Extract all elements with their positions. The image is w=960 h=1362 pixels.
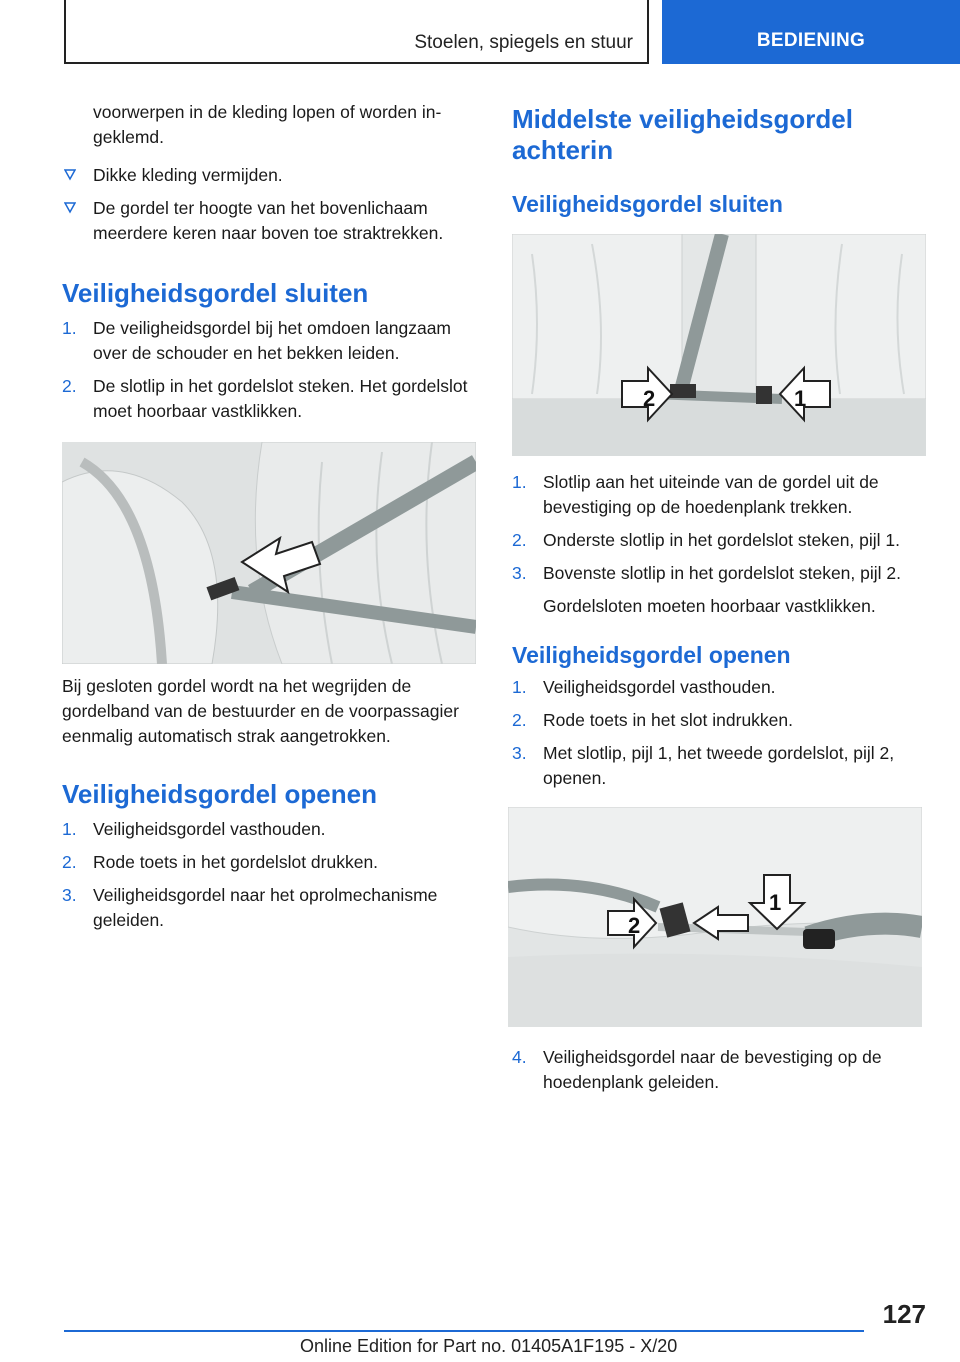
sub-heading: Veiligheidsgordel sluiten <box>512 191 783 217</box>
triangle-bullet-icon <box>64 202 76 214</box>
photo-front-seatbelt <box>62 442 476 664</box>
header-chapter-tab[interactable]: BEDIENING <box>662 0 960 64</box>
step-item <box>512 675 928 700</box>
arrow-label: 2 <box>643 386 656 411</box>
triangle-bullet-icon <box>64 169 76 181</box>
step-number: 3. <box>512 743 527 763</box>
bullet-item <box>62 196 478 246</box>
step-number: 2. <box>62 376 77 396</box>
step-text: Rode toets in het gordelslot drukken. <box>93 852 379 872</box>
continued-text: voorwerpen in de kleding lopen of worden ingeklemd. <box>93 102 442 147</box>
front-seatbelt-illustration <box>62 442 476 664</box>
step-number: 2. <box>512 530 527 550</box>
step-text: De slotlip in het gordelslot steken. Het gordelslot moet hoorbaar vastklikken. <box>93 376 468 421</box>
step-text: Bovenste slotlip in het gordelslot steken, pijl 2. <box>543 563 901 583</box>
body-text: Bij gesloten gordel wordt na het wegrijden de gordelband van de bestuurder en de voorpassagier eenmalig automatisch strak aangetrokken. <box>62 676 459 746</box>
rear-belt-illustration <box>512 234 926 456</box>
sub-heading: Veiligheidsgordel openen <box>512 642 791 668</box>
step-number: 1. <box>512 472 527 492</box>
step-note: Gordelsloten moeten hoorbaar vastklikken. <box>543 596 876 616</box>
bullet-text: Dikke kleding vermijden. <box>93 165 283 185</box>
step-text: Slotlip aan het uiteinde van de gordel uit de bevestiging op de hoedenplank trekken. <box>543 472 879 517</box>
step-item <box>62 374 478 424</box>
step-item <box>62 817 478 842</box>
section-heading: Veiligheidsgordel sluiten <box>62 278 369 308</box>
step-text: Veiligheidsgordel naar de bevestiging op de hoedenplank geleiden. <box>543 1047 882 1092</box>
main-heading: Middelste veiligheidsgordel achterin <box>512 104 853 165</box>
step-text: Veiligheidsgordel vasthouden. <box>93 819 326 839</box>
arrow-label: 2 <box>628 913 641 938</box>
footer-edition: Online Edition for Part no. 01405A1F195 - X/20 <box>300 1336 678 1356</box>
page-number: 127 <box>882 1299 926 1329</box>
photo-rear-center-belt-close <box>512 234 926 456</box>
step-item <box>62 316 478 366</box>
step-text: Met slotlip, pijl 1, het tweede gordelslot, pijl 2, openen. <box>543 743 895 788</box>
step-number: 1. <box>512 677 527 697</box>
section-heading: Veiligheidsgordel openen <box>62 779 377 809</box>
step-number: 3. <box>512 563 527 583</box>
step-text: Onderste slotlip in het gordelslot steken, pijl 1. <box>543 530 900 550</box>
step-item <box>512 741 928 791</box>
step-text: Veiligheidsgordel naar het oprolmechanisme geleiden. <box>93 885 438 930</box>
step-number: 1. <box>62 819 77 839</box>
header-box <box>64 0 649 64</box>
step-item <box>512 528 928 553</box>
step-item <box>512 470 928 520</box>
right-column <box>512 104 928 1095</box>
step-text: Rode toets in het slot indrukken. <box>543 710 794 730</box>
step-number: 2. <box>512 710 527 730</box>
step-item <box>512 561 928 586</box>
step-item <box>62 883 478 933</box>
left-column <box>62 100 478 933</box>
arrow-label: 1 <box>769 890 782 915</box>
step-text: Veiligheidsgordel vasthouden. <box>543 677 776 697</box>
step-number: 2. <box>62 852 77 872</box>
footer-divider <box>64 1330 864 1332</box>
bullet-text: De gordel ter hoogte van het bovenlichaam meerdere keren naar boven toe straktrekken. <box>93 198 444 243</box>
step-text: De veiligheidsgordel bij het omdoen langzaam over de schouder en het bekken leiden. <box>93 318 451 363</box>
arrow-label: 1 <box>794 386 807 411</box>
bullet-item <box>62 163 478 188</box>
step-number: 4. <box>512 1047 527 1067</box>
step-number: 3. <box>62 885 77 905</box>
step-item <box>512 1045 928 1095</box>
rear-belt-open-illustration <box>508 807 922 1027</box>
step-item <box>62 850 478 875</box>
step-item <box>512 708 928 733</box>
step-number: 1. <box>62 318 77 338</box>
photo-rear-center-belt-open <box>508 807 922 1027</box>
header-section-title: Stoelen, spiegels en stuur <box>414 32 633 53</box>
